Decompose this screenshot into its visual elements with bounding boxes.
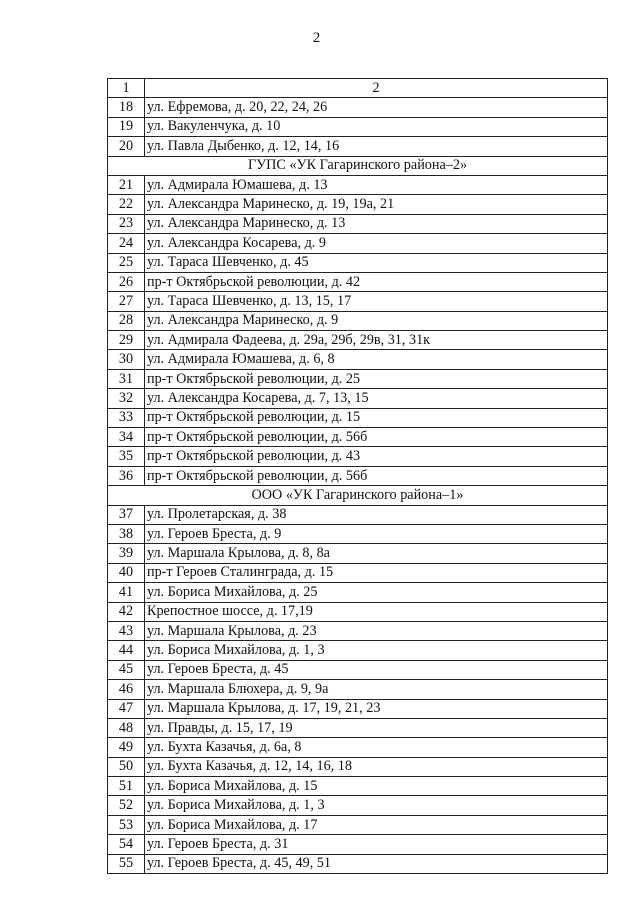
row-number: 46 bbox=[108, 680, 145, 699]
row-number: 18 bbox=[108, 98, 145, 117]
row-address: ул. Тараса Шевченко, д. 13, 15, 17 bbox=[145, 292, 608, 311]
row-address: ул. Александра Косарева, д. 9 bbox=[145, 234, 608, 253]
row-address: пр-т Героев Сталинграда, д. 15 bbox=[145, 563, 608, 582]
row-number: 21 bbox=[108, 175, 145, 194]
table-row bbox=[108, 544, 608, 563]
table-header-row bbox=[108, 79, 608, 98]
row-address: ул. Бухта Казачья, д. 12, 14, 16, 18 bbox=[145, 757, 608, 776]
section-title: ГУПС «УК Гагаринского района–2» bbox=[108, 156, 608, 175]
table-row bbox=[108, 524, 608, 543]
row-number: 33 bbox=[108, 408, 145, 427]
page-number: 2 bbox=[312, 30, 321, 46]
row-address: ул. Тараса Шевченко, д. 45 bbox=[145, 253, 608, 272]
table-row bbox=[108, 641, 608, 660]
table-row bbox=[108, 137, 608, 156]
row-number: 44 bbox=[108, 641, 145, 660]
row-number: 47 bbox=[108, 699, 145, 718]
table-row bbox=[108, 117, 608, 136]
row-number: 22 bbox=[108, 195, 145, 214]
row-number: 38 bbox=[108, 524, 145, 543]
row-address: ул. Маршала Крылова, д. 8, 8а bbox=[145, 544, 608, 563]
table-row bbox=[108, 718, 608, 737]
row-address: ул. Героев Бреста, д. 45 bbox=[145, 660, 608, 679]
row-address: ул. Александра Маринеско, д. 9 bbox=[145, 311, 608, 330]
row-number: 43 bbox=[108, 621, 145, 640]
row-address: ул. Пролетарская, д. 38 bbox=[145, 505, 608, 524]
column-header-number: 1 bbox=[108, 79, 145, 98]
row-number: 37 bbox=[108, 505, 145, 524]
row-number: 39 bbox=[108, 544, 145, 563]
row-address: пр-т Октябрьской революции, д. 42 bbox=[145, 272, 608, 291]
row-number: 45 bbox=[108, 660, 145, 679]
row-address: пр-т Октябрьской революции, д. 56б bbox=[145, 466, 608, 485]
row-number: 40 bbox=[108, 563, 145, 582]
row-number: 53 bbox=[108, 815, 145, 834]
row-number: 55 bbox=[108, 854, 145, 873]
row-address: ул. Александра Маринеско, д. 19, 19а, 21 bbox=[145, 195, 608, 214]
address-table bbox=[107, 78, 608, 874]
row-number: 52 bbox=[108, 796, 145, 815]
row-number: 36 bbox=[108, 466, 145, 485]
row-address: ул. Бухта Казачья, д. 6а, 8 bbox=[145, 738, 608, 757]
table-row bbox=[108, 98, 608, 117]
table-row bbox=[108, 699, 608, 718]
row-number: 30 bbox=[108, 350, 145, 369]
table-row bbox=[108, 350, 608, 369]
table-row bbox=[108, 854, 608, 873]
row-number: 19 bbox=[108, 117, 145, 136]
table-row bbox=[108, 563, 608, 582]
row-number: 50 bbox=[108, 757, 145, 776]
row-number: 49 bbox=[108, 738, 145, 757]
row-address: пр-т Октябрьской революции, д. 43 bbox=[145, 447, 608, 466]
table-row bbox=[108, 292, 608, 311]
row-address: ул. Адмирала Юмашева, д. 13 bbox=[145, 175, 608, 194]
table-row bbox=[108, 835, 608, 854]
row-number: 41 bbox=[108, 583, 145, 602]
section-header-row bbox=[108, 486, 608, 505]
table-row bbox=[108, 680, 608, 699]
row-address: ул. Бориса Михайлова, д. 1, 3 bbox=[145, 641, 608, 660]
row-address: ул. Адмирала Фадеева, д. 29а, 29б, 29в, 31, 31к bbox=[145, 331, 608, 350]
row-address: пр-т Октябрьской революции, д. 25 bbox=[145, 369, 608, 388]
table-row bbox=[108, 447, 608, 466]
row-number: 31 bbox=[108, 369, 145, 388]
table-row bbox=[108, 602, 608, 621]
row-number: 48 bbox=[108, 718, 145, 737]
section-title: ООО «УК Гагаринского района–1» bbox=[108, 486, 608, 505]
table-row bbox=[108, 505, 608, 524]
row-address: пр-т Октябрьской революции, д. 15 bbox=[145, 408, 608, 427]
row-address: ул. Маршала Крылова, д. 23 bbox=[145, 621, 608, 640]
row-number: 51 bbox=[108, 777, 145, 796]
table-row bbox=[108, 796, 608, 815]
row-address: ул. Героев Бреста, д. 9 bbox=[145, 524, 608, 543]
table-row bbox=[108, 331, 608, 350]
table-row bbox=[108, 272, 608, 291]
table-row bbox=[108, 777, 608, 796]
table-row bbox=[108, 408, 608, 427]
table-row bbox=[108, 253, 608, 272]
row-number: 34 bbox=[108, 428, 145, 447]
table-row bbox=[108, 583, 608, 602]
table-row bbox=[108, 389, 608, 408]
row-address: Крепостное шоссе, д. 17,19 bbox=[145, 602, 608, 621]
table-row bbox=[108, 466, 608, 485]
row-number: 54 bbox=[108, 835, 145, 854]
table-row bbox=[108, 428, 608, 447]
table-row bbox=[108, 757, 608, 776]
row-address: ул. Бориса Михайлова, д. 15 bbox=[145, 777, 608, 796]
row-address: ул. Ефремова, д. 20, 22, 24, 26 bbox=[145, 98, 608, 117]
table-row bbox=[108, 738, 608, 757]
row-address: ул. Правды, д. 15, 17, 19 bbox=[145, 718, 608, 737]
row-number: 27 bbox=[108, 292, 145, 311]
row-number: 24 bbox=[108, 234, 145, 253]
table-row bbox=[108, 195, 608, 214]
column-header-address: 2 bbox=[145, 79, 608, 98]
row-number: 20 bbox=[108, 137, 145, 156]
table-row bbox=[108, 214, 608, 233]
table-row bbox=[108, 234, 608, 253]
row-address: ул. Павла Дыбенко, д. 12, 14, 16 bbox=[145, 137, 608, 156]
row-address: ул. Героев Бреста, д. 45, 49, 51 bbox=[145, 854, 608, 873]
row-address: пр-т Октябрьской революции, д. 56б bbox=[145, 428, 608, 447]
row-number: 29 bbox=[108, 331, 145, 350]
row-number: 23 bbox=[108, 214, 145, 233]
row-address: ул. Бориса Михайлова, д. 25 bbox=[145, 583, 608, 602]
row-address: ул. Александра Маринеско, д. 13 bbox=[145, 214, 608, 233]
table-row bbox=[108, 175, 608, 194]
address-table-body bbox=[108, 79, 608, 874]
row-number: 32 bbox=[108, 389, 145, 408]
table-row bbox=[108, 621, 608, 640]
table-row bbox=[108, 660, 608, 679]
row-address: ул. Вакуленчука, д. 10 bbox=[145, 117, 608, 136]
row-address: ул. Маршала Блюхера, д. 9, 9а bbox=[145, 680, 608, 699]
row-number: 25 bbox=[108, 253, 145, 272]
row-address: ул. Маршала Крылова, д. 17, 19, 21, 23 bbox=[145, 699, 608, 718]
table-row bbox=[108, 311, 608, 330]
row-number: 35 bbox=[108, 447, 145, 466]
section-header-row bbox=[108, 156, 608, 175]
table-row bbox=[108, 815, 608, 834]
row-address: ул. Бориса Михайлова, д. 1, 3 bbox=[145, 796, 608, 815]
row-address: ул. Адмирала Юмашева, д. 6, 8 bbox=[145, 350, 608, 369]
table-row bbox=[108, 369, 608, 388]
row-address: ул. Героев Бреста, д. 31 bbox=[145, 835, 608, 854]
row-address: ул. Бориса Михайлова, д. 17 bbox=[145, 815, 608, 834]
row-address: ул. Александра Косарева, д. 7, 13, 15 bbox=[145, 389, 608, 408]
row-number: 26 bbox=[108, 272, 145, 291]
row-number: 28 bbox=[108, 311, 145, 330]
row-number: 42 bbox=[108, 602, 145, 621]
